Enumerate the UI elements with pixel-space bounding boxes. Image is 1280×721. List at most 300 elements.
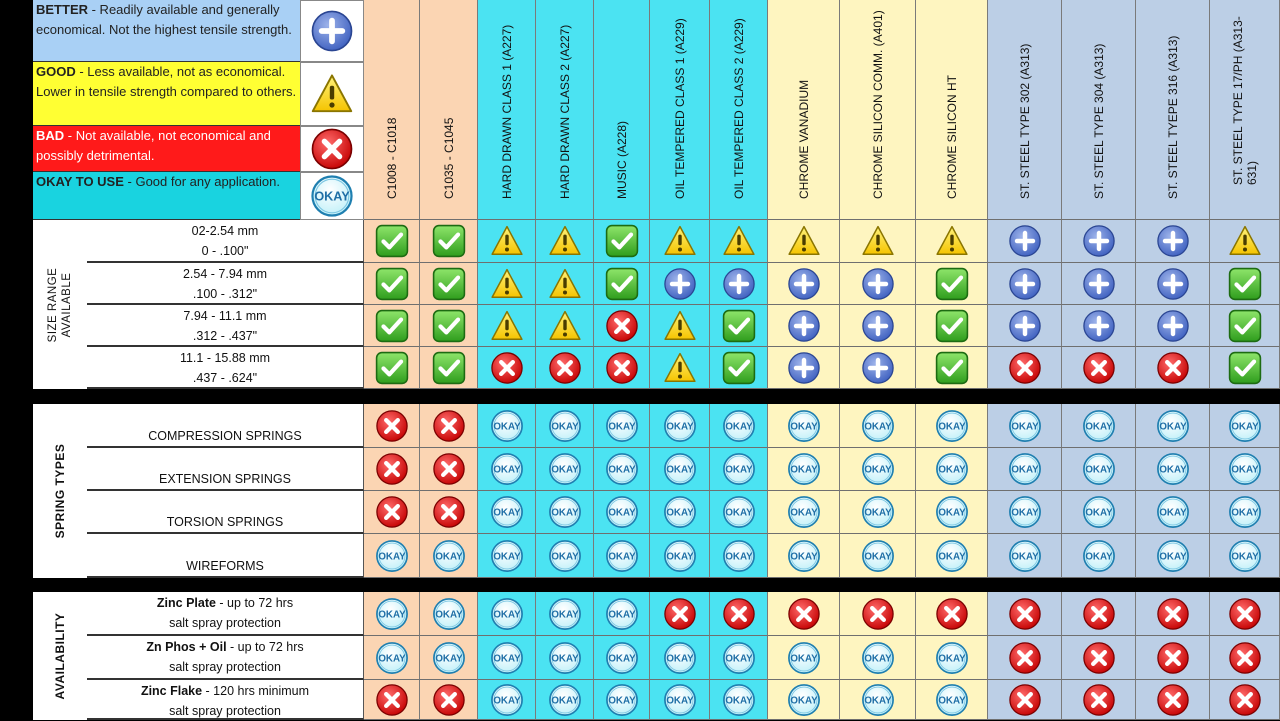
row-label: [87, 636, 364, 680]
table-cell: [988, 347, 1062, 389]
okay-icon: [310, 174, 354, 218]
x-icon: [1008, 683, 1042, 717]
column-header-label: CHROME SILICON COMM. (A401): [870, 10, 885, 199]
check-icon: [722, 309, 756, 343]
svg-text:OKAY: OKAY: [434, 609, 463, 621]
table-cell: [916, 491, 988, 534]
svg-text:OKAY: OKAY: [863, 653, 892, 665]
table-cell: [650, 404, 710, 448]
table-cell: [650, 347, 710, 389]
svg-text:OKAY: OKAY: [1230, 421, 1259, 433]
table-cell: [536, 491, 594, 534]
okay-icon: [1082, 539, 1116, 573]
okay-icon: [722, 539, 756, 573]
svg-text:OKAY: OKAY: [863, 695, 892, 707]
table-cell: [594, 534, 650, 578]
okay-icon: [722, 452, 756, 486]
check-icon: [605, 224, 639, 258]
table-cell: [840, 534, 916, 578]
check-icon: [432, 267, 466, 301]
legend-better-desc: - Readily available and generally economical. Not the highest tensile strength.: [36, 2, 292, 37]
svg-text:OKAY: OKAY: [863, 421, 892, 433]
table-cell: [916, 636, 988, 680]
okay-icon: [548, 495, 582, 529]
legend-good-title: GOOD: [36, 64, 76, 79]
svg-text:OKAY: OKAY: [1010, 507, 1039, 519]
column-header-label: OIL TEMPERED CLASS 1 (A229): [672, 18, 687, 199]
legend-okay-title: OKAY TO USE: [36, 174, 124, 189]
table-cell: [1210, 680, 1280, 720]
row-label-rest: - up to 72 hrs: [215, 596, 294, 610]
x-icon: [1008, 641, 1042, 675]
table-cell: [420, 347, 478, 389]
table-cell: [364, 680, 420, 720]
okay-icon: [548, 683, 582, 717]
svg-text:OKAY: OKAY: [1158, 464, 1187, 476]
svg-text:OKAY: OKAY: [665, 421, 694, 433]
plus-icon: [1082, 224, 1116, 258]
table-cell: [710, 404, 768, 448]
table-cell: [594, 592, 650, 636]
table-cell: [768, 263, 840, 305]
legend-okay-icon-box: [300, 172, 364, 220]
table-cell: [478, 592, 536, 636]
x-icon: [375, 495, 409, 529]
x-icon: [1228, 683, 1262, 717]
table-cell: [768, 592, 840, 636]
table-cell: [916, 680, 988, 720]
table-cell: [1062, 448, 1136, 491]
table-cell: [988, 305, 1062, 347]
svg-text:OKAY: OKAY: [314, 189, 350, 204]
table-cell: [988, 534, 1062, 578]
warning-icon: [861, 224, 895, 258]
row-label: [87, 263, 364, 305]
x-icon: [548, 351, 582, 385]
column-header-8: [768, 0, 840, 220]
table-cell: [710, 636, 768, 680]
table-cell: [768, 220, 840, 263]
column-header-label: ST. STEEL TYEPE 316 (A313): [1165, 35, 1180, 199]
svg-text:OKAY: OKAY: [789, 695, 818, 707]
check-icon: [432, 351, 466, 385]
x-icon: [310, 127, 354, 171]
row-label: [87, 534, 364, 578]
table-cell: [420, 680, 478, 720]
table-cell: [420, 592, 478, 636]
svg-text:OKAY: OKAY: [863, 551, 892, 563]
okay-icon: [787, 683, 821, 717]
x-icon: [1082, 597, 1116, 631]
table-cell: [478, 534, 536, 578]
table-cell: [594, 263, 650, 305]
table-cell: [478, 305, 536, 347]
plus-icon: [861, 267, 895, 301]
column-header-2: [420, 0, 478, 220]
okay-icon: [1156, 495, 1190, 529]
svg-text:OKAY: OKAY: [1158, 551, 1187, 563]
plus-icon: [861, 351, 895, 385]
check-icon: [432, 224, 466, 258]
svg-text:OKAY: OKAY: [789, 464, 818, 476]
row-label: [87, 305, 364, 347]
table-cell: [840, 220, 916, 263]
okay-icon: [605, 597, 639, 631]
table-cell: [916, 347, 988, 389]
table-cell: [594, 347, 650, 389]
check-icon: [1228, 351, 1262, 385]
table-cell: [594, 491, 650, 534]
table-cell: [916, 305, 988, 347]
section-label-1: [33, 220, 87, 389]
plus-icon: [787, 267, 821, 301]
svg-text:OKAY: OKAY: [550, 695, 579, 707]
okay-icon: [1008, 495, 1042, 529]
x-icon: [375, 452, 409, 486]
okay-icon: [722, 641, 756, 675]
table-cell: [364, 534, 420, 578]
table-cell: [1062, 220, 1136, 263]
column-header-11: [988, 0, 1062, 220]
row-label-line2: .437 - .624": [192, 371, 258, 385]
svg-text:OKAY: OKAY: [724, 551, 753, 563]
okay-icon: [722, 409, 756, 443]
check-icon: [375, 224, 409, 258]
okay-icon: [432, 539, 466, 573]
warning-icon: [935, 224, 969, 258]
table-cell: [536, 448, 594, 491]
table-cell: [710, 534, 768, 578]
table-cell: [840, 347, 916, 389]
legend-bad-icon-box: [300, 126, 364, 172]
okay-icon: [490, 683, 524, 717]
legend-better-icon-box: [300, 0, 364, 62]
table-cell: [768, 491, 840, 534]
svg-text:OKAY: OKAY: [550, 653, 579, 665]
svg-text:OKAY: OKAY: [937, 507, 966, 519]
plus-icon: [310, 9, 354, 53]
okay-icon: [1082, 409, 1116, 443]
okay-icon: [861, 539, 895, 573]
column-header-label: MUSIC (A228): [614, 120, 629, 199]
table-cell: [478, 347, 536, 389]
table-cell: [840, 680, 916, 720]
table-cell: [840, 592, 916, 636]
table-cell: [1062, 305, 1136, 347]
table-cell: [1136, 448, 1210, 491]
svg-text:OKAY: OKAY: [1230, 551, 1259, 563]
table-cell: [1136, 263, 1210, 305]
x-icon: [935, 597, 969, 631]
table-cell: [594, 680, 650, 720]
row-label-line2: salt spray protection: [169, 660, 281, 674]
table-cell: [420, 636, 478, 680]
svg-text:OKAY: OKAY: [550, 551, 579, 563]
table-cell: [1210, 448, 1280, 491]
svg-text:OKAY: OKAY: [492, 421, 521, 433]
table-cell: [710, 491, 768, 534]
svg-text:OKAY: OKAY: [789, 421, 818, 433]
svg-text:OKAY: OKAY: [434, 653, 463, 665]
column-header-4: [536, 0, 594, 220]
table-cell: [650, 680, 710, 720]
plus-icon: [1156, 224, 1190, 258]
table-cell: [916, 448, 988, 491]
svg-text:OKAY: OKAY: [550, 609, 579, 621]
x-icon: [1008, 351, 1042, 385]
svg-text:OKAY: OKAY: [724, 507, 753, 519]
row-label: [87, 347, 364, 389]
row-label-line1: COMPRESSION SPRINGS: [148, 429, 302, 443]
table-cell: [768, 680, 840, 720]
okay-icon: [1228, 409, 1262, 443]
okay-icon: [1228, 452, 1262, 486]
table-cell: [710, 220, 768, 263]
warning-icon: [490, 224, 524, 258]
column-header-7: [710, 0, 768, 220]
svg-text:OKAY: OKAY: [1230, 464, 1259, 476]
table-cell: [364, 305, 420, 347]
column-header-label: HARD DRAWN CLASS 1 (A227): [499, 24, 514, 199]
okay-icon: [935, 409, 969, 443]
x-icon: [1082, 683, 1116, 717]
okay-icon: [935, 539, 969, 573]
x-icon: [432, 452, 466, 486]
column-header-label: OIL TEMPERED CLASS 2 (A229): [731, 18, 746, 199]
table-cell: [916, 220, 988, 263]
plus-icon: [722, 267, 756, 301]
x-icon: [432, 409, 466, 443]
okay-icon: [1156, 452, 1190, 486]
plus-icon: [1008, 267, 1042, 301]
table-cell: [916, 534, 988, 578]
row-label-line2: .100 - .312": [192, 287, 258, 301]
warning-icon: [310, 72, 354, 116]
svg-text:OKAY: OKAY: [607, 421, 636, 433]
table-cell: [364, 491, 420, 534]
row-label-line1: 2.54 - 7.94 mm: [182, 267, 268, 281]
okay-icon: [432, 641, 466, 675]
table-cell: [1210, 220, 1280, 263]
okay-icon: [1082, 452, 1116, 486]
okay-icon: [663, 641, 697, 675]
row-label-line1: 11.1 - 15.88 mm: [179, 351, 271, 365]
table-cell: [1210, 263, 1280, 305]
column-header-label: C1035 - C1045: [441, 117, 456, 199]
okay-icon: [787, 539, 821, 573]
legend-better-text: [33, 0, 300, 62]
x-icon: [1228, 641, 1262, 675]
table-cell: [650, 448, 710, 491]
column-header-12: [1062, 0, 1136, 220]
plus-icon: [1008, 224, 1042, 258]
table-cell: [594, 220, 650, 263]
table-cell: [650, 592, 710, 636]
x-icon: [663, 597, 697, 631]
table-cell: [364, 448, 420, 491]
table-cell: [650, 636, 710, 680]
table-cell: [1210, 305, 1280, 347]
svg-text:OKAY: OKAY: [1158, 421, 1187, 433]
row-label-line1: [87, 637, 363, 657]
table-cell: [420, 534, 478, 578]
table-cell: [1062, 491, 1136, 534]
x-icon: [722, 597, 756, 631]
row-label-line2: .312 - .437": [192, 329, 258, 343]
legend-bad-desc: - Not available, not economical and possibly detrimental.: [36, 128, 271, 163]
table-cell: [988, 636, 1062, 680]
svg-text:OKAY: OKAY: [789, 507, 818, 519]
warning-icon: [663, 351, 697, 385]
okay-icon: [787, 452, 821, 486]
row-label: [87, 448, 364, 491]
column-header-3: [478, 0, 536, 220]
legend-good-icon-box: [300, 62, 364, 126]
x-icon: [1228, 597, 1262, 631]
x-icon: [1008, 597, 1042, 631]
table-cell: [988, 220, 1062, 263]
table-cell: [1062, 404, 1136, 448]
row-label-bold: Zinc Plate: [156, 596, 216, 610]
column-header-label: CHROME VANADIUM: [796, 79, 811, 199]
okay-icon: [432, 597, 466, 631]
x-icon: [861, 597, 895, 631]
row-label-line1: TORSION SPRINGS: [166, 515, 284, 529]
okay-icon: [663, 452, 697, 486]
table-cell: [1136, 680, 1210, 720]
svg-text:OKAY: OKAY: [1010, 464, 1039, 476]
row-label-line2: 0 - .100": [201, 244, 249, 258]
okay-icon: [861, 641, 895, 675]
row-label-line2: salt spray protection: [169, 616, 281, 630]
table-cell: [536, 347, 594, 389]
svg-text:OKAY: OKAY: [937, 464, 966, 476]
table-cell: [988, 680, 1062, 720]
okay-icon: [605, 452, 639, 486]
check-icon: [432, 309, 466, 343]
table-cell: [840, 404, 916, 448]
plus-icon: [787, 351, 821, 385]
table-cell: [478, 491, 536, 534]
okay-icon: [1228, 539, 1262, 573]
table-cell: [710, 448, 768, 491]
table-cell: [594, 448, 650, 491]
x-icon: [605, 351, 639, 385]
warning-icon: [548, 224, 582, 258]
row-label-line2: salt spray protection: [169, 704, 281, 718]
row-label: [87, 491, 364, 534]
svg-text:OKAY: OKAY: [434, 551, 463, 563]
table-cell: [768, 305, 840, 347]
table-cell: [1136, 347, 1210, 389]
check-icon: [375, 267, 409, 301]
warning-icon: [490, 267, 524, 301]
table-cell: [420, 220, 478, 263]
row-label-line1: [87, 681, 363, 701]
okay-icon: [490, 597, 524, 631]
table-cell: [1210, 347, 1280, 389]
table-cell: [478, 404, 536, 448]
check-icon: [605, 267, 639, 301]
x-icon: [490, 351, 524, 385]
table-cell: [1062, 263, 1136, 305]
column-header-13: [1136, 0, 1210, 220]
table-cell: [710, 305, 768, 347]
svg-text:OKAY: OKAY: [1084, 421, 1113, 433]
okay-icon: [490, 452, 524, 486]
table-cell: [1210, 636, 1280, 680]
table-cell: [710, 680, 768, 720]
svg-text:OKAY: OKAY: [550, 421, 579, 433]
okay-icon: [861, 683, 895, 717]
okay-icon: [1082, 495, 1116, 529]
legend-good-desc: - Less available, not as economical. Lower in tensile strength compared to others.: [36, 64, 297, 99]
plus-icon: [1008, 309, 1042, 343]
table-cell: [988, 448, 1062, 491]
okay-icon: [1008, 452, 1042, 486]
svg-text:OKAY: OKAY: [550, 464, 579, 476]
x-icon: [1156, 351, 1190, 385]
column-header-label: HARD DRAWN CLASS 2 (A227): [557, 24, 572, 199]
table-cell: [420, 404, 478, 448]
column-header-label: ST. STEEL TYPE 17/PH (A313-631): [1230, 16, 1259, 185]
legend-good-text: [33, 62, 300, 126]
table-cell: [1136, 404, 1210, 448]
table-cell: [536, 404, 594, 448]
row-label: [87, 592, 364, 636]
table-cell: [840, 263, 916, 305]
x-icon: [1082, 641, 1116, 675]
table-cell: [364, 263, 420, 305]
table-cell: [768, 636, 840, 680]
svg-text:OKAY: OKAY: [1230, 507, 1259, 519]
svg-text:OKAY: OKAY: [789, 551, 818, 563]
okay-icon: [787, 641, 821, 675]
warning-icon: [1228, 224, 1262, 258]
okay-icon: [663, 539, 697, 573]
svg-text:OKAY: OKAY: [665, 695, 694, 707]
table-cell: [916, 404, 988, 448]
table-cell: [420, 305, 478, 347]
svg-text:OKAY: OKAY: [665, 551, 694, 563]
okay-icon: [935, 683, 969, 717]
table-cell: [594, 636, 650, 680]
okay-icon: [663, 495, 697, 529]
svg-text:OKAY: OKAY: [1084, 507, 1113, 519]
table-cell: [1136, 491, 1210, 534]
x-icon: [375, 683, 409, 717]
row-label-line1: 7.94 - 11.1 mm: [183, 309, 267, 323]
okay-icon: [548, 597, 582, 631]
check-icon: [1228, 267, 1262, 301]
okay-icon: [490, 641, 524, 675]
plus-icon: [787, 309, 821, 343]
table-cell: [840, 636, 916, 680]
plus-icon: [1082, 267, 1116, 301]
svg-text:OKAY: OKAY: [665, 464, 694, 476]
okay-icon: [375, 597, 409, 631]
warning-icon: [722, 224, 756, 258]
section-label-2: [33, 404, 87, 578]
x-icon: [432, 495, 466, 529]
warning-icon: [787, 224, 821, 258]
section-title: SIZE RANGE AVAILABLE: [47, 267, 73, 342]
column-header-label: ST. STEEL TYPE 302 (A313): [1017, 43, 1032, 199]
table-cell: [478, 220, 536, 263]
check-icon: [1228, 309, 1262, 343]
svg-text:OKAY: OKAY: [789, 653, 818, 665]
row-label-line1: [87, 593, 363, 613]
